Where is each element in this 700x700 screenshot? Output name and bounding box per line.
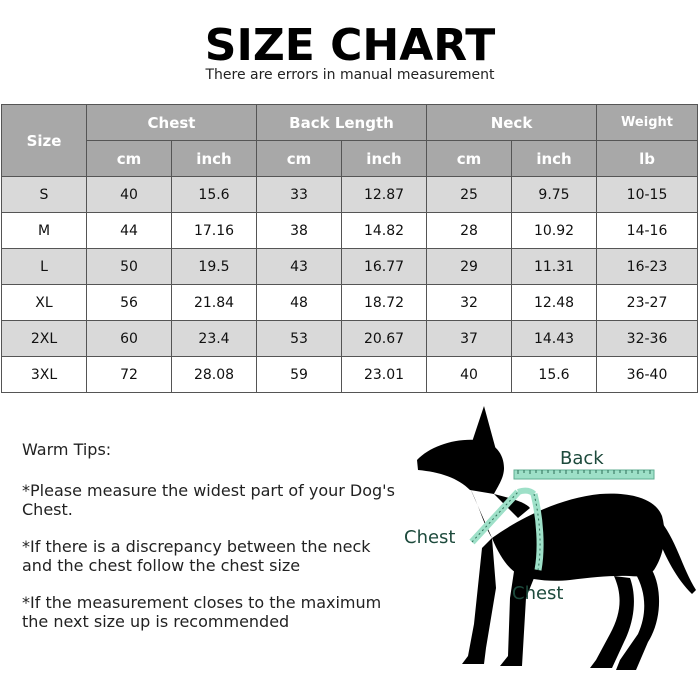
page-subtitle: There are errors in manual measurement (205, 67, 495, 83)
table-row (2, 213, 698, 249)
size-cell: S (2, 177, 87, 213)
table-row (2, 177, 698, 213)
table-cell: 19.5 (172, 249, 257, 285)
unit-header: cm (427, 141, 512, 177)
table-cell: 23.4 (172, 321, 257, 357)
table-cell: 44 (87, 213, 172, 249)
table-cell: 56 (87, 285, 172, 321)
unit-header: cm (257, 141, 342, 177)
group-header-back-length: Back Length (257, 105, 427, 141)
table-cell: 16-23 (597, 249, 698, 285)
back-tape-icon (514, 470, 654, 479)
table-cell: 37 (427, 321, 512, 357)
header-row-groups (2, 105, 698, 141)
table-row (2, 357, 698, 393)
table-cell: 18.72 (342, 285, 427, 321)
unit-header: inch (342, 141, 427, 177)
table-cell: 28 (427, 213, 512, 249)
table-cell: 23-27 (597, 285, 698, 321)
table-cell: 40 (427, 357, 512, 393)
table-row (2, 285, 698, 321)
table-cell: 15.6 (512, 357, 597, 393)
tip-item: *If there is a discrepancy between the neck and the chest follow the chest size (22, 537, 371, 575)
table-cell: 20.67 (342, 321, 427, 357)
table-cell: 9.75 (512, 177, 597, 213)
table-cell: 28.08 (172, 357, 257, 393)
label-chest-front: Chest (404, 527, 456, 548)
size-cell: 2XL (2, 321, 87, 357)
table-cell: 33 (257, 177, 342, 213)
header-row-units (2, 141, 698, 177)
table-cell: 12.48 (512, 285, 597, 321)
warm-tips (22, 440, 402, 649)
table-cell: 29 (427, 249, 512, 285)
label-back: Back (560, 448, 604, 469)
table-cell: 60 (87, 321, 172, 357)
table-cell: 21.84 (172, 285, 257, 321)
table-row (2, 321, 698, 357)
table-cell: 48 (257, 285, 342, 321)
tip-item: *Please measure the widest part of your Dog's Chest. (22, 481, 395, 519)
unit-header: inch (172, 141, 257, 177)
table-cell: 32 (427, 285, 512, 321)
table-cell: 15.6 (172, 177, 257, 213)
size-cell: L (2, 249, 87, 285)
tip-item: *If the measurement closes to the maximum the next size up is recommended (22, 593, 382, 631)
table-cell: 14-16 (597, 213, 698, 249)
table-cell: 50 (87, 249, 172, 285)
size-chart-table (1, 104, 698, 393)
unit-header: inch (512, 141, 597, 177)
tips-heading: Warm Tips: (22, 440, 112, 459)
table-cell: 23.01 (342, 357, 427, 393)
table-cell: 14.82 (342, 213, 427, 249)
unit-header: cm (87, 141, 172, 177)
size-cell: XL (2, 285, 87, 321)
group-header-weight: Weight (597, 105, 698, 141)
table-cell: 43 (257, 249, 342, 285)
table-cell: 32-36 (597, 321, 698, 357)
group-header-chest: Chest (87, 105, 257, 141)
table-cell: 53 (257, 321, 342, 357)
table-row (2, 249, 698, 285)
table-cell: 36-40 (597, 357, 698, 393)
label-chest-side: Chest (512, 583, 564, 604)
table-cell: 11.31 (512, 249, 597, 285)
size-cell: 3XL (2, 357, 87, 393)
dog-silhouette-icon (417, 406, 696, 670)
table-cell: 25 (427, 177, 512, 213)
size-header: Size (2, 105, 87, 177)
table-cell: 14.43 (512, 321, 597, 357)
table-cell: 16.77 (342, 249, 427, 285)
page-title: SIZE CHART (204, 20, 496, 71)
table-cell: 10.92 (512, 213, 597, 249)
table-cell: 17.16 (172, 213, 257, 249)
group-header-neck: Neck (427, 105, 597, 141)
size-cell: M (2, 213, 87, 249)
table-cell: 38 (257, 213, 342, 249)
unit-header: lb (597, 141, 698, 177)
table-cell: 59 (257, 357, 342, 393)
table-cell: 12.87 (342, 177, 427, 213)
table-cell: 10-15 (597, 177, 698, 213)
table-cell: 40 (87, 177, 172, 213)
table-cell: 72 (87, 357, 172, 393)
